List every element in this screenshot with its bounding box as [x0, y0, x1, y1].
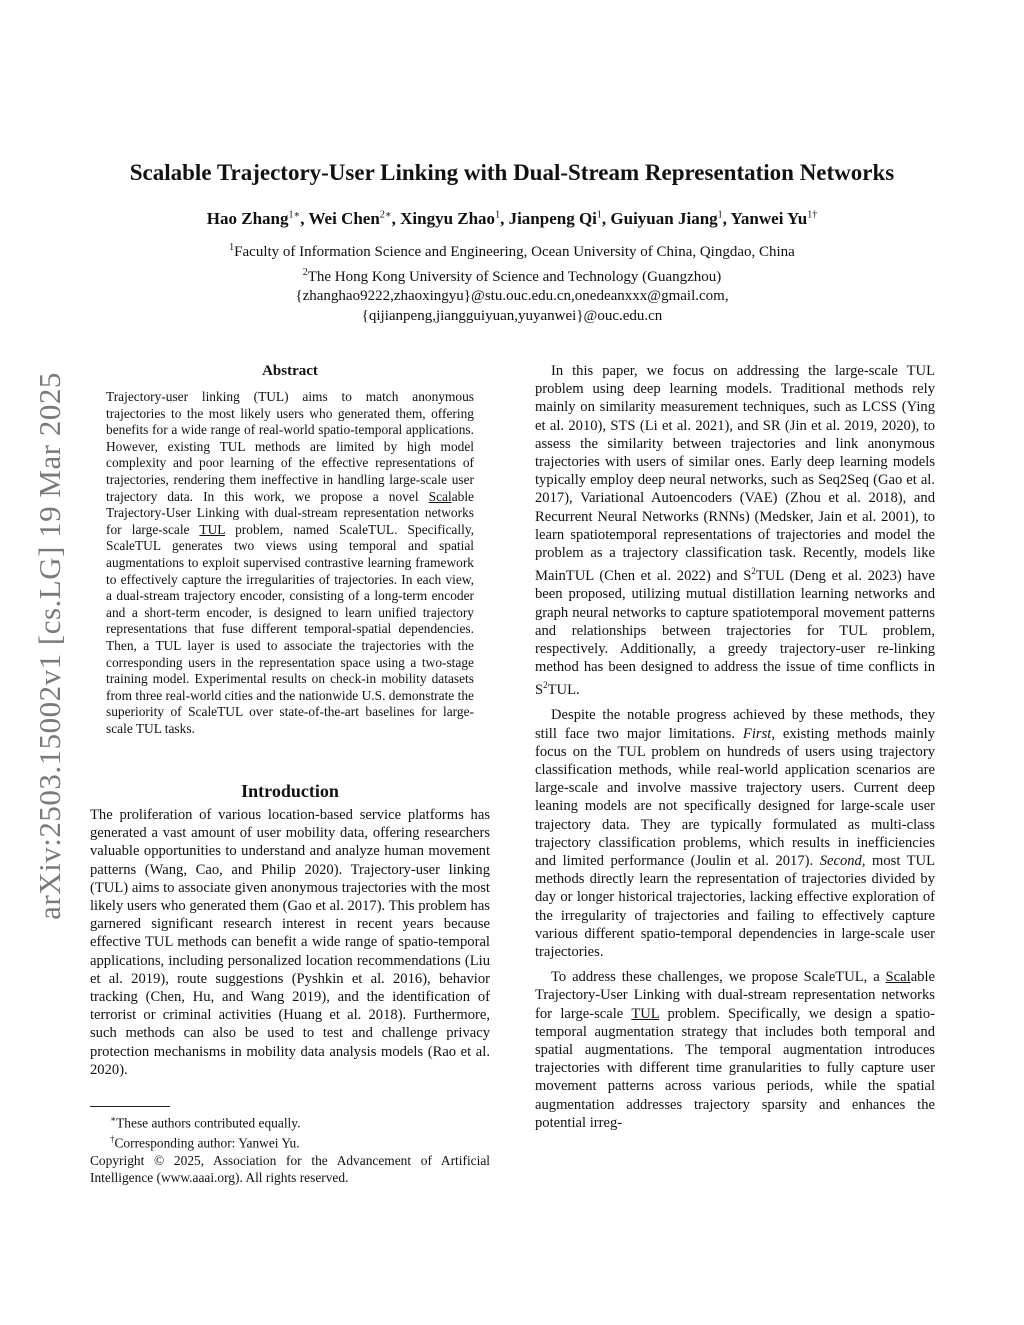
abstract-text: able [451, 488, 474, 504]
abstract-underline: TUL [199, 521, 225, 537]
paragraph-text: , existing methods mainly focus on the TUL problem on hundreds of users using trajectory classification methods, while real-world application scenarios are large-scale and involve massive trajectory users. Current deep leaning models are not specifically designed for large-scale user trajectory data. They are typically formulated as multi-class trajectory classification problems, which results in inefficiencies and limited performance (Joulin et al. 2017). [535, 725, 935, 869]
arxiv-identifier: arXiv:2503.15002v1 [cs.LG] 19 Mar 2025 [32, 372, 67, 920]
author-mark: 1† [807, 209, 818, 221]
paragraph-text: In this paper, we focus on addressing the large-scale TUL problem using deep learning models. Traditional methods rely mainly on similarity measurement techniques, such as LCSS (Ying et al. 2010), STS (Li et al. 2021), and SR (Jin et al. 2019, 2020), to assess the similarity between trajectories and link anonymous trajectories with users of similar ones. Early deep learning models typically employ deep neural networks, such as Seq2Seq (Gao et al. 2017), Variational Autoencoders (VAE) (Zhou et al. 2018), and Recurrent Neural Networks (RNNs) (Medsker, Jain et al. 2001), to learn spatiotemporal representations of trajectories and model the problem as a trajectory classification task. Recently, models like MainTUL (Chen et al. 2022) and S [535, 363, 935, 585]
abstract-text: problem, named ScaleTUL. Specifically, ScaleTUL generates two views using temporal and spatial augmentations to exploit supervised contrastive learning framework to effectively capture the irregularities of trajectories. In each view, a dual-stream trajectory encoder, consisting of a long-term encoder and a short-term encoder, is designed to learn unified trajectory representations that fuse different temporal-spatial dependencies. Then, a TUL layer is used to associate the trajectories with the corresponding users in the representation space using a two-stage training model. Experimental results on check-in mobility datasets from three real-world cities and the nationwide U.S. demonstrate the superiority of ScaleTUL over state-of-the-art baselines for large-scale TUL tasks. [106, 521, 474, 736]
footnotes [90, 1111, 490, 1186]
paragraph-text: Despite the notable progress achieved by these methods, they still face two major limitations. [535, 707, 935, 742]
superscript: 2 [543, 680, 548, 691]
author-mark: 2∗ [379, 209, 392, 221]
abstract-text: Trajectory-user linking (TUL) aims to match anonymous trajectories to the most likely users who generated them, offering benefits for a wide range of real-world spatio-temporal applications. However, existing TUL methods are limited by high model complexity and poor learning of the effective representations of trajectories, rendering them ineffective in handling large-scale user trajectory data. In this work, we propose a novel [106, 389, 474, 504]
abstract-body [106, 389, 474, 737]
abstract-heading: Abstract [262, 363, 318, 379]
affiliations [0, 238, 1024, 326]
emphasis-second: Second [819, 853, 862, 869]
author-mark: 1 [495, 209, 501, 221]
affiliation-text: The Hong Kong University of Science and Technology (Guangzhou) [307, 268, 722, 285]
author-name: Xingyu Zhao [400, 209, 496, 228]
footnote-equal-contribution [90, 1111, 490, 1131]
author-name: Wei Chen [308, 209, 380, 228]
email-line-2: {qijianpeng,jiangguiyuan,yuyanwei}@ouc.edu.cn [361, 307, 663, 324]
affiliation-2 [0, 263, 1024, 288]
affiliation-1 [0, 238, 1024, 263]
emphasis-first: First [742, 725, 772, 742]
paragraph-text: To address these challenges, we propose ScaleTUL, a [551, 969, 886, 986]
footnote-text: Corresponding author: Yanwei Yu. [114, 1135, 300, 1151]
paragraph-text: TUL. [547, 682, 580, 699]
superscript: 2 [751, 566, 756, 577]
author-mark: 1∗ [288, 209, 301, 221]
underlined-text: TUL [631, 1005, 660, 1022]
paragraph-text: , most TUL methods directly learn the representation of trajectories divided by day or longer historical trajectories, lacking effective exploration of the irregularity of trajectories and failing to effectively capture various different spatio-temporal dependencies in large-scale user trajectories. [535, 853, 936, 961]
paragraph-text: problem. Specifically, we design a spatio-temporal augmentation strategy that includes both temporal and spatial augmentations. The temporal augmentation introduces trajectories with different time granularities to fully capture user movement patterns across various periods, while the spatial augmentation addresses trajectory sparsity and enhances the potential irreg- [535, 1005, 935, 1131]
author-name: Hao Zhang [206, 209, 289, 228]
author-mark: 1 [596, 209, 602, 221]
introduction-heading: Introduction [241, 781, 339, 801]
paragraph-1 [535, 362, 935, 699]
affiliation-mark: 2 [302, 266, 308, 278]
affiliation-text: Faculty of Information Science and Engineering, Ocean University of China, Qingdao, China [234, 244, 795, 260]
footnote-rule [90, 1106, 170, 1107]
paper-title: Scalable Trajectory-User Linking with Dual-Stream Representation Networks [129, 160, 895, 185]
paragraph-text: TUL (Deng et al. 2023) have been proposed, utilizing mutual distillation learning networks and graph neural networks to capture spatiotemporal movement patterns and relationships between trajectories for TUL problem, respectively. Additionally, a greedy trajectory-user re-linking method has been designed to address the issue of time conflicts in S [535, 568, 935, 699]
underlined-text: Scal [885, 969, 911, 986]
author-mark: 1 [717, 209, 723, 221]
paragraph-text: able Trajectory-User Linking with dual-stream representation networks for large-scale [535, 969, 935, 1022]
copyright-notice: Copyright © 2025, Association for the Advancement of Artificial Intelligence (www.aaai.org). All rights reserved. [90, 1152, 490, 1185]
author-list: Hao Zhang$^{1∗}$, Wei Chen$^{2∗}$, Xingyu Zhao$^1$, Jianpeng Qi$^1$, Guiyuan Jiang$^1$, Yanwei $Yu^{1\dagger}$ [206, 209, 818, 228]
right-column [535, 362, 935, 1139]
author-name: Yanwei Yu [730, 209, 808, 228]
footnote-corresponding-author [90, 1131, 490, 1151]
paragraph-3 [535, 968, 935, 1132]
introduction-body: The proliferation of various location-based service platforms has generated a vast amount of user mobility data, offering researchers valuable opportunities to understand and analyze human movement patterns (Wang, Cao, and Philip 2020). Trajectory-user linking (TUL) aims to associate given anonymous trajectories with the most likely users who generated them (Gao et al. 2017). This problem has garnered significant research interest in recent years because effective TUL methods can benefit a wide range of spatio-temporal applications, including personalized location recommendations (Liu et al. 2019), route suggestions (Pyshkin et al. 2016), behavior tracking (Chen, Hu, and Wang 2019), and the identification of terrorist or criminal activities (Huang et al. 2018). Furthermore, such methods can also be used to test and challenge privacy protection mechanisms in mobility data analysis models (Rao et al. 2020). [90, 807, 490, 1078]
footnote-mark: ∗ [110, 1114, 117, 1124]
author-name: Jianpeng Qi [508, 209, 597, 228]
author-name: Guiyuan Jiang [610, 209, 718, 228]
footnote-mark: † [110, 1134, 115, 1145]
email-line-1: {zhanghao9222,zhaoxingyu}@stu.ouc.edu.cn,onedeanxxx@gmail.com, [295, 288, 729, 304]
abstract-text: Trajectory-User Linking with dual-stream representation networks for large-scale [106, 505, 474, 537]
affiliation-mark: 1 [229, 242, 235, 253]
paragraph-2 [535, 706, 935, 961]
footnote-text: These authors contributed equally. [116, 1115, 301, 1131]
abstract-underline: Scal [428, 488, 452, 504]
